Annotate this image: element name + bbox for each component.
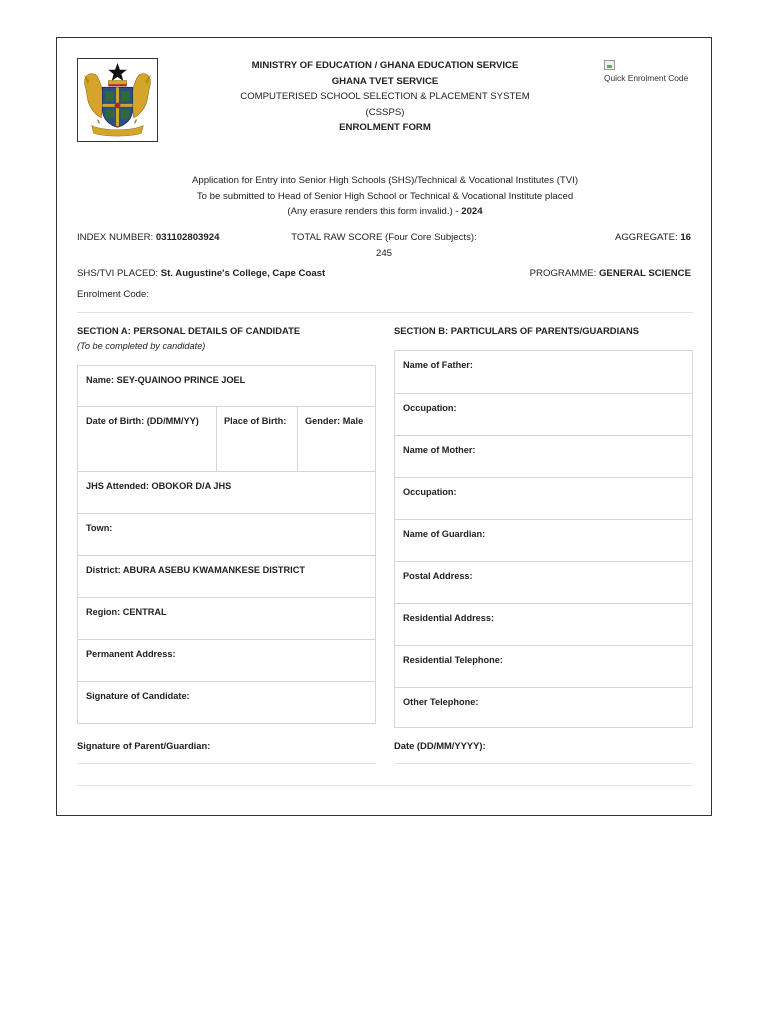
quick-enrolment-code (604, 60, 704, 83)
ministry-header (177, 58, 593, 136)
cell-divider (216, 406, 217, 471)
other-telephone: Other Telephone: (395, 687, 692, 727)
date-field: Date (DD/MM/YYYY): (394, 740, 486, 751)
broken-image-icon (604, 60, 615, 70)
postal-address: Postal Address: (395, 561, 692, 603)
school-placed (77, 266, 325, 282)
application-notice (57, 173, 713, 220)
header-system: COMPUTERISED SCHOOL SELECTION & PLACEMENT SYSTEM (240, 91, 530, 102)
application-year: 2024 (461, 206, 483, 217)
index-number-label: INDEX NUMBER: (77, 232, 156, 243)
index-number (77, 230, 219, 246)
programme (530, 266, 691, 282)
header-acronym: (CSSPS) (365, 106, 405, 118)
section-a-title: SECTION A: PERSONAL DETAILS OF CANDIDATE (77, 325, 301, 336)
school-placed-value: St. Augustine's College, Cape Coast (160, 268, 326, 279)
enrolment-code: Enrolment Code: (77, 289, 149, 300)
programme-value: GENERAL SCIENCE (598, 268, 691, 279)
father-name: Name of Father: (403, 360, 473, 370)
divider (77, 785, 693, 786)
cell-divider (297, 406, 298, 471)
jhs-attended: JHS Attended: OBOKOR D/A JHS (78, 471, 375, 513)
aggregate-label: AGGREGATE: (614, 232, 681, 243)
application-erasure-note: (Any erasure renders this form invalid.) - (287, 206, 462, 217)
index-number-value: 031102803924 (155, 232, 220, 243)
residential-telephone: Residential Telephone: (395, 645, 692, 687)
mother-name: Name of Mother: (395, 435, 692, 477)
parent-guardian-signature: Signature of Parent/Guardian: (77, 740, 211, 751)
region: Region: CENTRAL (78, 597, 375, 639)
ghana-coat-of-arms-logo (77, 58, 158, 142)
divider (77, 312, 693, 313)
aggregate (615, 230, 691, 246)
date-line (394, 763, 693, 764)
aggregate-value: 16 (680, 232, 691, 243)
residential-address: Residential Address: (395, 603, 692, 645)
permanent-address: Permanent Address: (78, 639, 375, 681)
district: District: ABURA ASEBU KWAMANKESE DISTRICT (78, 555, 375, 597)
raw-score-label: TOTAL RAW SCORE (Four Core Subjects): (291, 232, 477, 243)
school-placed-label: SHS/TVI PLACED: (77, 268, 161, 279)
header-ministry: MINISTRY OF EDUCATION / GHANA EDUCATION SERVICE (251, 60, 519, 71)
application-line-2: To be submitted to Head of Senior High School or Technical & Vocational Institute placed (196, 190, 574, 202)
application-line-3 (57, 204, 713, 220)
date-of-birth: Date of Birth: (DD/MM/YY) (78, 406, 216, 471)
coat-of-arms-icon (78, 59, 157, 141)
programme-label: PROGRAMME: (529, 268, 599, 279)
form-title: ENROLMENT FORM (339, 122, 431, 133)
section-a-note: (To be completed by candidate) (77, 341, 206, 351)
header-tvet: GHANA TVET SERVICE (331, 75, 439, 87)
section-b-title: SECTION B: PARTICULARS OF PARENTS/GUARDIANS (394, 325, 639, 336)
section-b-table (394, 350, 693, 728)
candidate-name: Name: SEY-QUAINOO PRINCE JOEL (86, 375, 246, 385)
town: Town: (78, 513, 375, 555)
enrolment-form (56, 37, 712, 816)
gender: Gender: Male (297, 406, 375, 471)
signature-line (77, 763, 376, 764)
father-occupation: Occupation: (395, 393, 692, 435)
place-of-birth: Place of Birth: (216, 406, 297, 471)
guardian-name: Name of Guardian: (395, 519, 692, 561)
raw-score-value: 245 (375, 247, 392, 259)
candidate-signature: Signature of Candidate: (78, 681, 375, 723)
section-a-table (77, 365, 376, 724)
application-line-1: Application for Entry into Senior High Schools (SHS)/Technical & Vocational Institutes (TVI) (191, 175, 579, 186)
mother-occupation: Occupation: (395, 477, 692, 519)
total-raw-score (275, 230, 493, 261)
qr-alt-text: Quick Enrolment Code (604, 73, 689, 83)
